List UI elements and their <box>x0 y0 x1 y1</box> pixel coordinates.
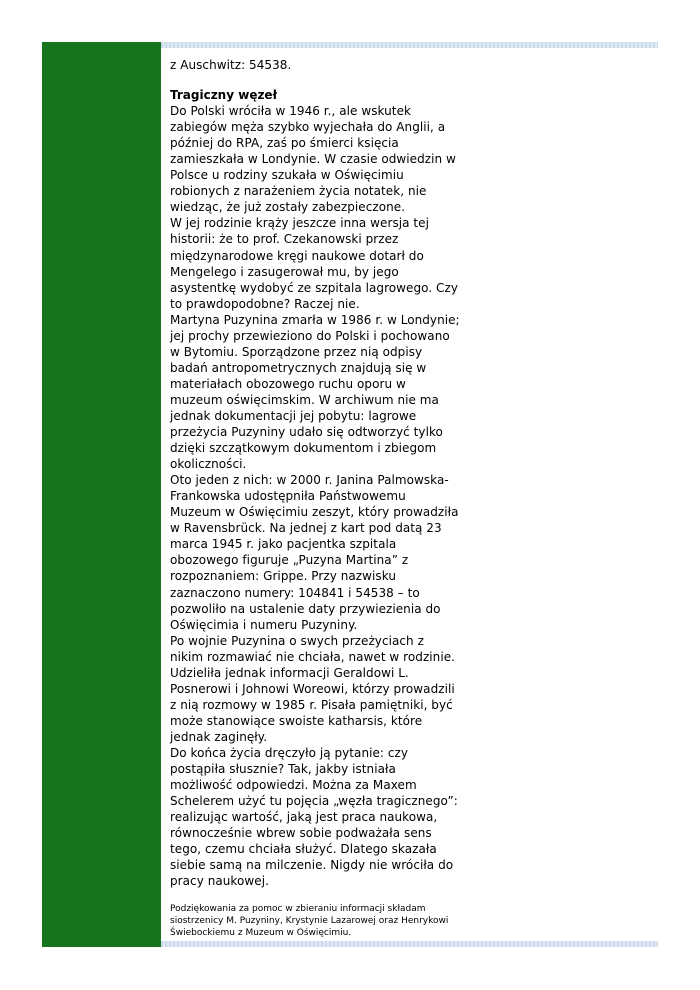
paragraph: Do końca życia dręczyło ją pytanie: czy postąpiła słusznie? Tak, jakby istniała możliwość odpowiedzi. Można za Maxem Schelerem użyć tu pojęcia „węzła tragicznego”: realizując wartość, jaką jest praca naukowa, równocześnie wbrew sobie podważała sens tego, czemu chciała służyć. Dlatego skazała siebie samą na milczenie. Nigdy nie wróciła do pracy naukowej. <box>170 745 458 889</box>
bottom-decorative-rule <box>161 941 658 947</box>
acknowledgement-note: Podziękowania za pomoc w zbieraniu informacji składam siostrzenicy M. Puzyniny, Krystynie Lazarowej oraz Henrykowi Świebockiemu z Muzeum w Oświęcimiu. <box>170 904 449 939</box>
paragraph: Oto jeden z nich: w 2000 r. Janina Palmowska-Frankowska udostępniła Państwowemu Muzeum w Oświęcimiu zeszyt, który prowadziła w Ravensbrück. Na jednej z kart pod datą 23 marca 1945 r. jako pacjentka szpitala obozowego figuruje „Puzyna Martina” z rozpoznaniem: Grippe. Przy nazwisku zaznaczono numery: 104841 i 54538 – to pozwoliło na ustalenie daty przywiezienia do Oświęcimia i numeru Puzyniny. <box>170 473 459 632</box>
article-body <box>170 57 460 939</box>
paragraph: W jej rodzinie krąży jeszcze inna wersja tej historii: że to prof. Czekanowski przez międzynarodowe kręgi naukowe dotarł do Mengelego i zasugerował mu, by jego asystentkę wydobyć ze szpitala lagrowego. Czy to prawdopodobne? Raczej nie. <box>170 216 458 311</box>
paragraph: Martyna Puzynina zmarła w 1986 r. w Londynie; jej prochy przewieziono do Polski i pochowano w Bytomiu. Sporządzone przez nią odpisy badań antropometrycznych znajdują się w materiałach obozowego ruchu oporu w muzeum oświęcimskim. W archiwum nie ma jednak dokumentacji jej pobytu: lagrowe przeżycia Puzyniny udało się odtworzyć tylko dzięki szczątkowym dokumentom i zbiegom okoliczności. <box>170 312 460 472</box>
paragraph: Po wojnie Puzynina o swych przeżyciach z nikim rozmawiać nie chciała, nawet w rodzinie. Udzieliła jednak informacji Geraldowi L. Posnerowi i Johnowi Woreowi, którzy prowadzili z nią rozmowy w 1985 r. Pisała pamiętniki, być może stanowiące swoiste katharsis, które jednak zaginęły. <box>170 633 456 744</box>
section-heading: Tragiczny węzeł <box>170 88 278 103</box>
top-decorative-rule <box>161 42 658 48</box>
green-sidebar <box>42 42 161 947</box>
paragraph: Do Polski wróciła w 1946 r., ale wskutek zabiegów męża szybko wyjechała do Anglii, a później do RPA, zaś po śmierci księcia zamieszkała w Londynie. W czasie odwiedzin w Polsce u rodziny szukała w Oświęcimiu robionych z narażeniem życia notatek, nie wiedząc, że już zostały zabezpieczone. <box>170 104 456 215</box>
continued-line: z Auschwitz: 54538. <box>170 58 292 72</box>
